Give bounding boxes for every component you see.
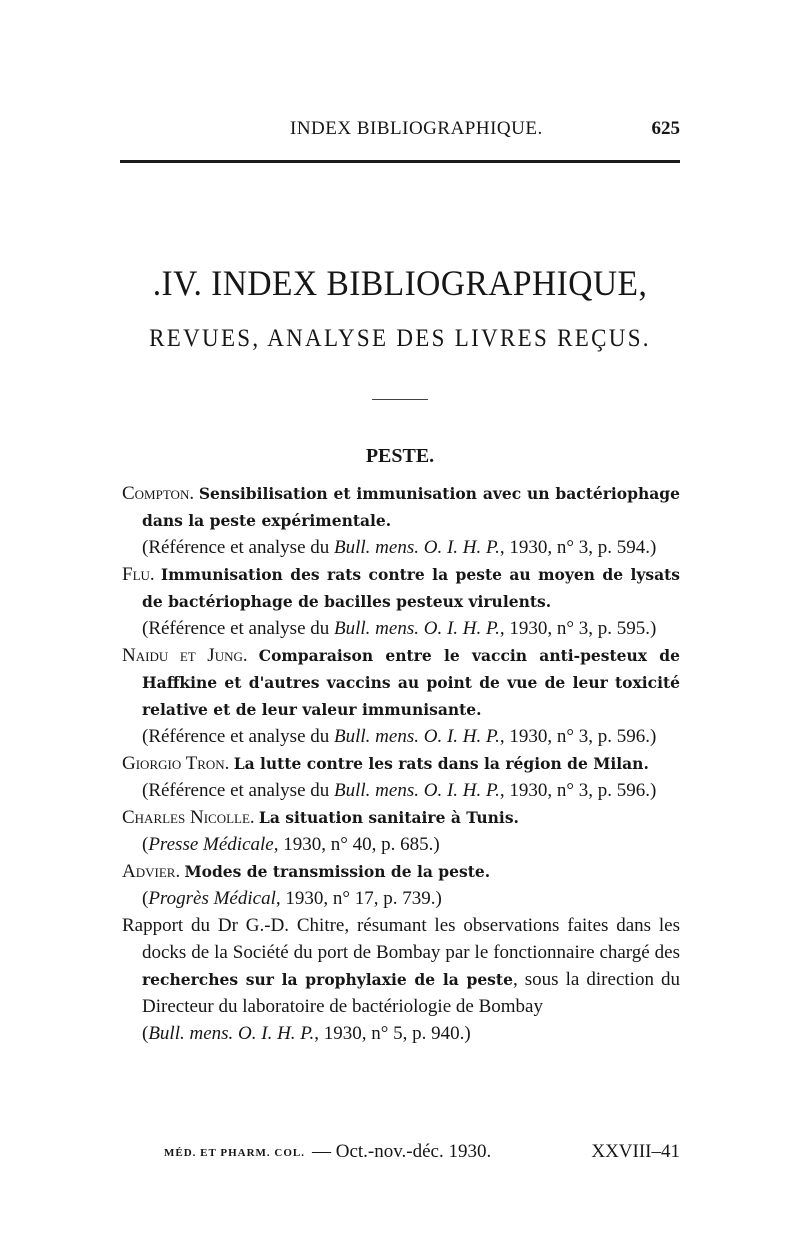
list-item: [122, 642, 680, 750]
entry-reference: [122, 534, 680, 561]
entry-title: Modes de transmission de la peste.: [184, 862, 491, 881]
entry-title: La situation sanitaire à Tunis.: [258, 808, 519, 827]
report-paragraph: [122, 912, 680, 1020]
header-rule: [120, 160, 680, 163]
report-text-start: Rapport du Dr G.-D. Chitre, résumant les observations faites dans les docks de la Société du port de Bombay par le fonctionnaire chargé des: [122, 915, 680, 963]
entry-title: Sensibilisation et immunisation avec un bactériophage dans la peste expérimentale.: [142, 484, 680, 530]
section-divider: [372, 399, 428, 400]
entry-title: Comparaison entre le vaccin anti-pesteux de Haffkine et d'autres vaccins au point de vue de leur toxicité relative et de leur valeur immunisante.: [142, 646, 680, 719]
list-item: [122, 750, 680, 804]
ref-prefix: (Référence et analyse du: [142, 618, 335, 639]
ref-prefix: (: [142, 888, 149, 909]
ref-journal: Bull. mens. O. I. H. P.: [334, 618, 500, 639]
entry-reference: [122, 615, 680, 642]
entry-author: Naidu et Jung.: [122, 645, 248, 666]
entry-title: Immunisation des rats contre la peste au moyen de lysats de bactériophage de bacilles pesteux virulents.: [142, 565, 681, 611]
entry-reference: [122, 1020, 680, 1047]
list-item: [122, 561, 680, 642]
entry-reference: [122, 885, 680, 912]
page-number: 625: [651, 118, 680, 139]
ref-prefix: (: [142, 834, 149, 855]
entry-author: Charles Nicolle.: [122, 807, 255, 828]
footer-publication: MÉD. ET PHARM. COL.: [164, 1147, 306, 1159]
entry-title: La lutte contre les rats dans la région de Milan.: [233, 754, 649, 773]
entry-author: Compton.: [122, 483, 195, 504]
footer-signature: XXVIII–41: [591, 1141, 680, 1162]
entry-author: Flu.: [122, 564, 155, 585]
entry-reference: [122, 723, 680, 750]
entry-reference: [122, 777, 680, 804]
ref-journal: Bull. mens. O. I. H. P.: [148, 1023, 315, 1044]
running-title: INDEX BIBLIOGRAPHIQUE.: [290, 118, 543, 139]
list-item: [122, 804, 680, 858]
entry-reference: [122, 831, 680, 858]
bibliography-list: [122, 480, 680, 1047]
ref-suffix: , 1930, n° 5, p. 940.): [314, 1023, 471, 1044]
ref-prefix: (Référence et analyse du: [142, 726, 335, 747]
ref-suffix: , 1930, n° 17, p. 739.): [275, 888, 442, 909]
ref-journal: Progrès Médical: [148, 888, 276, 909]
ref-journal: Bull. mens. O. I. H. P.: [334, 780, 500, 801]
running-head: [120, 118, 680, 146]
ref-prefix: (Référence et analyse du: [142, 780, 335, 801]
entry-author: Advier.: [122, 861, 181, 882]
list-item: [122, 858, 680, 912]
footer-date: — Oct.-nov.-déc. 1930.: [312, 1141, 492, 1162]
ref-prefix: (Référence et analyse du: [142, 537, 335, 558]
report-bold-subject: recherches sur la prophylaxie de la peste: [142, 970, 513, 989]
ref-suffix: , 1930, n° 3, p. 596.): [499, 726, 657, 747]
report-text-end: , sous la direction du Directeur du laboratoire de bactériologie de Bombay: [142, 969, 681, 1017]
page-footer: [164, 1141, 680, 1165]
ref-journal: Presse Médicale: [148, 834, 274, 855]
list-item: [122, 912, 680, 1047]
ref-suffix: , 1930, n° 3, p. 595.): [499, 618, 657, 639]
ref-prefix: (: [142, 1023, 149, 1044]
ref-journal: Bull. mens. O. I. H. P.: [334, 537, 500, 558]
ref-suffix: , 1930, n° 3, p. 594.): [499, 537, 657, 558]
list-item: [122, 480, 680, 561]
section-heading: PESTE.: [365, 445, 435, 467]
chapter-title: .IV. INDEX BIBLIOGRAPHIQUE,: [152, 263, 648, 303]
entry-author: Giorgio Tron.: [122, 753, 230, 774]
ref-suffix: , 1930, n° 40, p. 685.): [273, 834, 440, 855]
ref-suffix: , 1930, n° 3, p. 596.): [499, 780, 657, 801]
ref-journal: Bull. mens. O. I. H. P.: [334, 726, 500, 747]
chapter-subtitle: REVUES, ANALYSE DES LIVRES REÇUS.: [149, 325, 651, 352]
